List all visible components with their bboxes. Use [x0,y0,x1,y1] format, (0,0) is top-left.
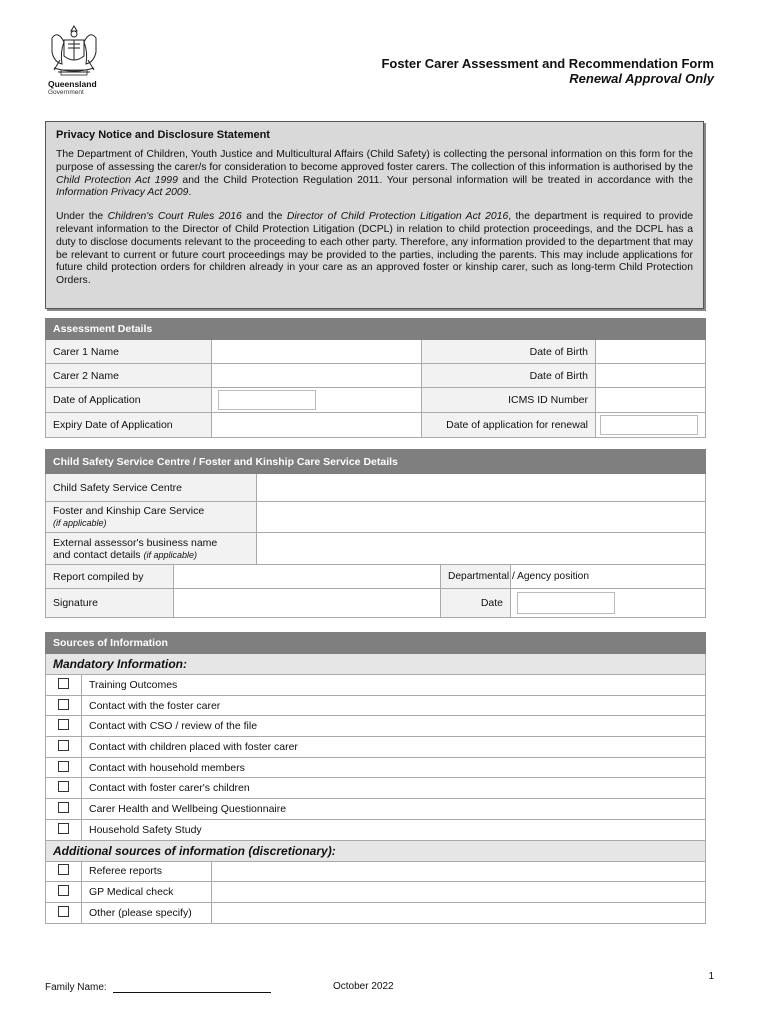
privacy-paragraph-2 [56,211,693,288]
privacy-p1-text-c: . [188,187,192,199]
document-subtitle: Renewal Approval Only [569,71,714,86]
mandatory-item [46,675,706,696]
mandatory-checkbox-5[interactable] [58,761,69,772]
family-name-line [45,981,271,993]
service-centre-field[interactable] [257,474,706,502]
renewal-date-label: Date of application for renewal [422,413,596,438]
privacy-p2-text-b: and the [241,211,287,223]
mandatory-checkbox-4[interactable] [58,740,69,751]
carer2-dob-label: Date of Birth [422,364,596,388]
icms-id-field[interactable] [596,388,706,413]
mandatory-item [46,716,706,737]
page-number: 1 [708,971,714,982]
additional-checkbox-3[interactable] [58,906,69,917]
expiry-date-label: Expiry Date of Application [46,413,212,438]
carer1-name-field[interactable] [212,340,422,364]
privacy-p1-act2: Information Privacy Act 2009 [56,187,189,199]
sources-heading: Sources of Information [46,633,706,654]
date-of-application-cell [212,388,422,413]
fkcs-if-applicable: (if applicable) [53,518,107,528]
privacy-p1-text-b: and the Child Protection Regulation 2011. Your personal information will be treated in accordance with the [177,174,693,186]
external-assessor-text-a: External assessor's business name [53,536,218,549]
report-compiled-by-field[interactable] [174,565,441,589]
mandatory-checkbox-3[interactable] [58,719,69,730]
carer1-dob-label: Date of Birth [422,340,596,364]
additional-field-2[interactable] [212,882,706,903]
renewal-date-field[interactable] [600,415,698,435]
report-compiled-by-label: Report compiled by [46,565,174,589]
additional-list [46,861,706,923]
mandatory-item [46,737,706,758]
additional-field-3[interactable] [212,902,706,923]
service-details-heading: Child Safety Service Centre / Foster and Kinship Care Service Details [46,450,706,474]
mandatory-checkbox-8[interactable] [58,823,69,834]
privacy-p2-text-a: Under the [56,211,108,223]
privacy-p2-act: Director of Child Protection Litigation Act 2016 [286,211,509,223]
mandatory-label-7: Carer Health and Wellbeing Questionnaire [82,799,706,820]
mandatory-checkbox-2[interactable] [58,699,69,710]
signature-date-field[interactable] [517,592,615,614]
additional-heading: Additional sources of information (discretionary): [46,840,706,861]
signature-date-label: Date [441,589,511,618]
privacy-paragraph-1 [56,149,693,200]
document-title: Foster Carer Assessment and Recommendation Form [381,56,714,71]
expiry-date-field[interactable] [212,413,422,438]
additional-label-1: Referee reports [82,861,212,882]
additional-item [46,882,706,903]
queensland-government-logo [44,22,104,94]
privacy-heading: Privacy Notice and Disclosure Statement [56,129,270,141]
logo-state-text: Queensland [48,79,97,89]
carer2-dob-field[interactable] [596,364,706,388]
mandatory-label-4: Contact with children placed with foster carer [82,737,706,758]
additional-checkbox-1[interactable] [58,864,69,875]
mandatory-checkbox-6[interactable] [58,781,69,792]
date-of-application-field[interactable] [218,390,316,410]
privacy-notice [45,121,704,309]
additional-label-2: GP Medical check [82,882,212,903]
assessment-details-heading: Assessment Details [46,319,706,340]
external-assessor-label [46,533,257,565]
document-title-block [381,56,714,86]
coat-of-arms-icon [44,22,104,80]
signature-label: Signature [46,589,174,618]
mandatory-item [46,778,706,799]
additional-checkbox-2[interactable] [58,885,69,896]
mandatory-label-8: Household Safety Study [82,819,706,840]
mandatory-item [46,695,706,716]
privacy-p2-rules: Children's Court Rules 2016 [107,211,242,223]
additional-field-1[interactable] [212,861,706,882]
mandatory-item [46,819,706,840]
mandatory-label-2: Contact with the foster carer [82,695,706,716]
mandatory-item [46,757,706,778]
mandatory-label-1: Training Outcomes [82,675,706,696]
service-details-table [45,449,706,618]
additional-item [46,861,706,882]
additional-label-3: Other (please specify) [82,902,212,923]
mandatory-heading: Mandatory Information: [46,654,706,675]
icms-id-label: ICMS ID Number [422,388,596,413]
privacy-p1-act: Child Protection Act 1999 [56,174,178,186]
logo-government-text: Government [48,89,84,96]
mandatory-label-3: Contact with CSO / review of the file [82,716,706,737]
fkcs-field[interactable] [257,502,706,533]
carer2-name-field[interactable] [212,364,422,388]
mandatory-label-6: Contact with foster carer's children [82,778,706,799]
fkcs-label-text: Foster and Kinship Care Service [53,505,205,517]
additional-item [46,902,706,923]
service-centre-label: Child Safety Service Centre [46,474,257,502]
carer1-name-label: Carer 1 Name [46,340,212,364]
family-name-field[interactable] [113,981,271,993]
mandatory-checkbox-7[interactable] [58,802,69,813]
assessment-details-table [45,318,706,438]
signature-field[interactable] [174,589,441,618]
carer1-dob-field[interactable] [596,340,706,364]
fkcs-label [46,502,257,533]
mandatory-checkbox-1[interactable] [58,678,69,689]
family-name-label: Family Name: [45,982,107,993]
sources-table [45,632,706,924]
date-of-application-label: Date of Application [46,388,212,413]
renewal-date-cell [596,413,706,438]
privacy-p2-text-c: , the department is required to provide relevant information to the Director of Child Protection Litigation (DCPL) in relation to child protection proceedings, and the DCPL has a duty to disclose documents relevant to the proceeding to each other party. Therefore, any information provided to the department that may be relevant to current or future court proceedings may be provided to the parties, including the parents. This may include applications for future child protection orders for children already in your care as an approved foster or kinship carer, such as long-term Child Protection Orders. [56,211,694,287]
carer2-name-label: Carer 2 Name [46,364,212,388]
external-assessor-field[interactable] [257,533,706,565]
position-label: Departmental / Agency position [441,565,511,589]
mandatory-list [46,675,706,841]
privacy-p1-text-a: The Department of Children, Youth Justice and Multicultural Affairs (Child Safety) is collecting the personal information on this form for the purpose of assessing the carer/s for consideration to become approved foster carers. The collection of this information is authorised by the [56,149,693,173]
mandatory-label-5: Contact with household members [82,757,706,778]
signature-date-cell [511,589,706,618]
mandatory-item [46,799,706,820]
external-assessor-text-b: and contact details [53,548,144,561]
external-assessor-if-applicable: (if applicable) [143,549,198,560]
footer-date: October 2022 [333,981,394,992]
